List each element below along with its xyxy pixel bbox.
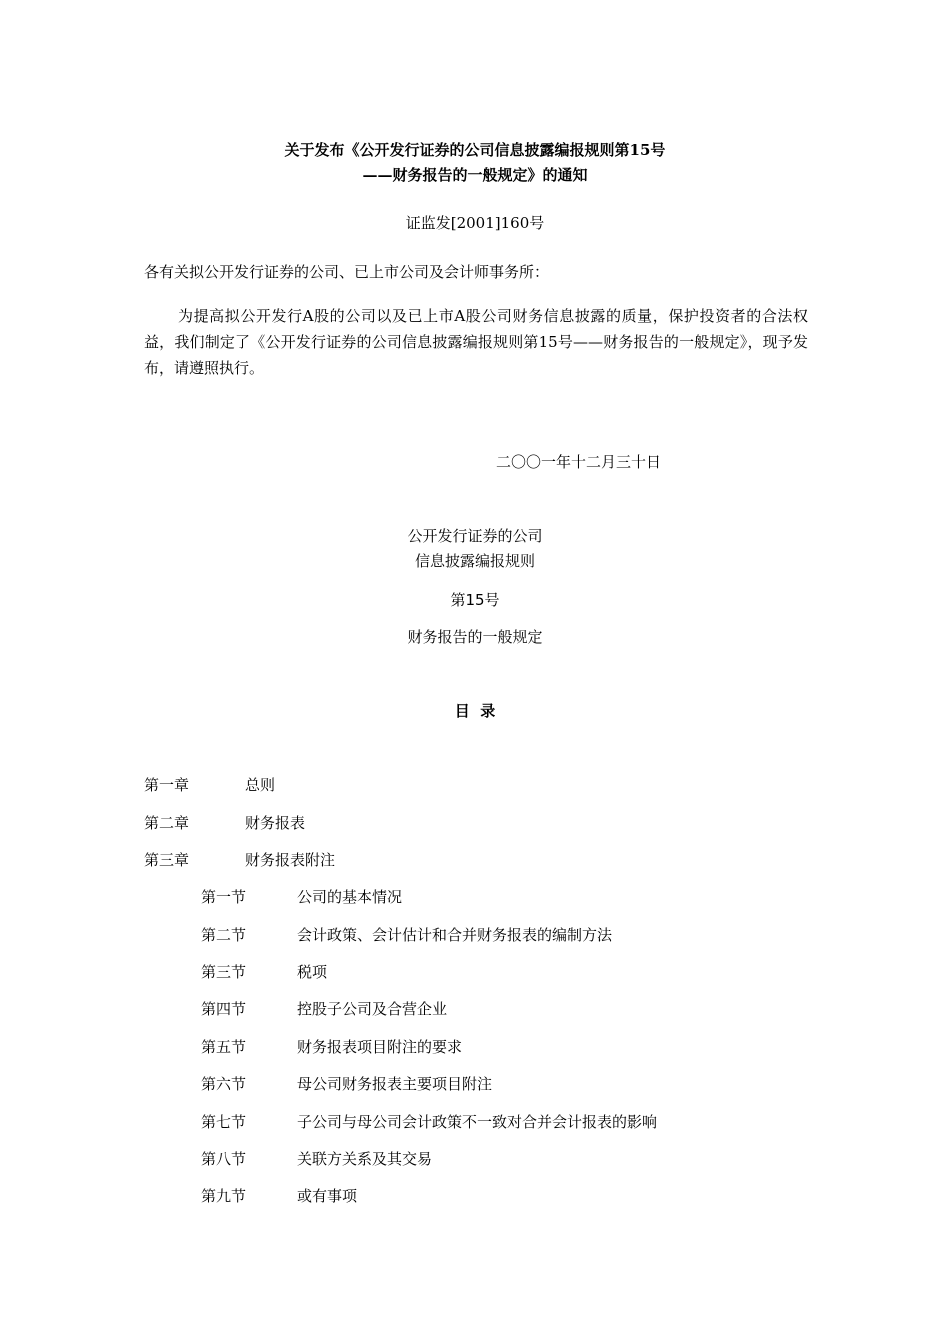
rules-title-line1: 公开发行证券的公司 [407,527,543,545]
toc-section-num: 第四节 [201,1000,247,1018]
toc-section-title: 关联方关系及其交易 [297,1150,433,1168]
toc-section-title: 控股子公司及合营企业 [297,1000,448,1018]
toc-section-num: 第八节 [201,1150,247,1168]
addressee: 各有关拟公开发行证券的公司、已上市公司及会计师事务所： [144,263,550,281]
notice-title-line1: 关于发布《公开发行证券的公司信息披露编报规则第15号 [284,141,666,159]
toc-chapter-num: 第二章 [144,814,190,832]
toc-section-num: 第五节 [201,1038,247,1056]
toc-chapter-num: 第三章 [144,851,190,869]
toc-section-num: 第七节 [201,1113,247,1131]
notice-title-line2: ——财务报告的一般规定》的通知 [362,166,588,184]
toc-section-title: 公司的基本情况 [297,888,403,906]
toc-section-title: 财务报表项目附注的要求 [297,1038,463,1056]
toc-chapter-title: 财务报表附注 [245,851,336,869]
toc-section-num: 第三节 [201,963,247,981]
toc-section-title: 会计政策、会计估计和合并财务报表的编制方法 [297,926,613,944]
rules-subtitle: 财务报告的一般规定 [407,628,543,646]
toc-heading: 目 录 [454,702,496,720]
rules-number: 第15号 [450,591,500,609]
toc-chapter-title: 财务报表 [245,814,306,832]
doc-number: 证监发[2001]160号 [405,214,545,232]
toc-section-num: 第一节 [201,888,247,906]
toc-chapter-num: 第一章 [144,776,190,794]
toc-section-num: 第六节 [201,1075,247,1093]
notice-body: 为提高拟公开发行A股的公司以及已上市A股公司财务信息披露的质量，保护投资者的合法权益，我们制定了《公开发行证券的公司信息披露编报规则第15号——财务报告的一般规定》，现予发布，请遵照执行。 [144,307,808,377]
rules-title-line2: 信息披露编报规则 [414,552,535,570]
toc-section-num: 第九节 [201,1187,247,1205]
notice-date: 二〇〇一年十二月三十日 [496,453,662,471]
toc-section-title: 税项 [297,963,328,981]
toc-section-title: 母公司财务报表主要项目附注 [297,1075,493,1093]
toc-chapter-title: 总则 [245,776,276,794]
toc-section-title: 子公司与母公司会计政策不一致对合并会计报表的影响 [297,1113,658,1131]
toc-section-title: 或有事项 [297,1187,358,1205]
toc-section-num: 第二节 [201,926,247,944]
